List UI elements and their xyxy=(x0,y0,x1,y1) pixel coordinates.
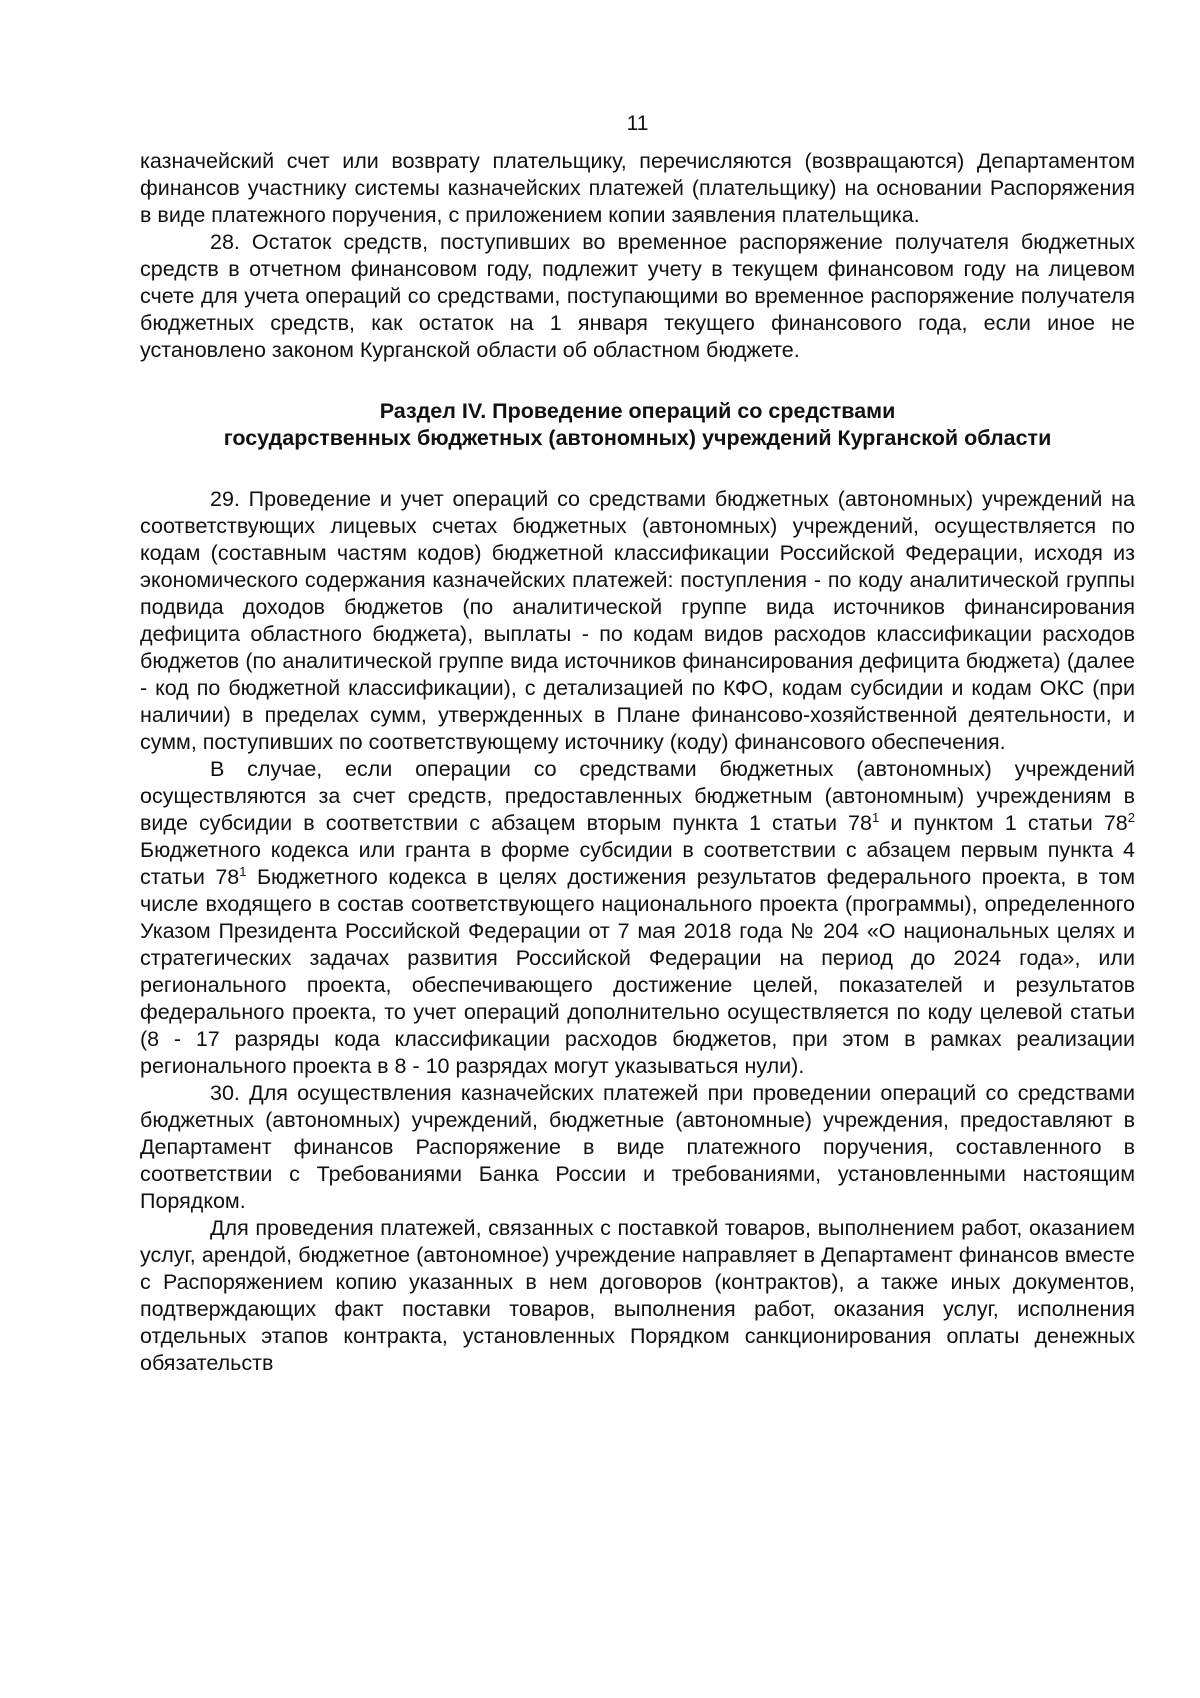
paragraph-case-part-2: и пунктом 1 статьи 78 xyxy=(879,811,1128,835)
paragraph-29: 29. Проведение и учет операций со средствами бюджетных (автономных) учреждений на соответствующих лицевых счетах бюджетных (автономных) учреждений, осуществляется по кодам (составным частям кодов) бюджетной классификации Российской Федерации, исходя из экономического содержания казначейских платежей: поступления - по коду аналитической группы подвида доходов бюджетов (по аналитической группе вида источников финансирования дефицита областного бюджета), выплаты - по кодам видов расходов классификации расходов бюджетов (по аналитической группе вида источников финансирования дефицита бюджета) (далее - код по бюджетной классификации), с детализацией по КФО, кодам субсидии и кодам ОКС (при наличии) в пределах сумм, утвержденных в Плане финансово-хозяйственной деятельности, и сумм, поступивших по соответствующему источнику (коду) финансового обеспечения. xyxy=(140,487,1135,754)
paragraph-continuation: казначейский счет или возврату плательщику, перечисляются (возвращаются) Департаментом финансов участнику системы казначейских платежей (плательщику) на основании Распоряжения в виде платежного поручения, с приложением копии заявления плательщика. xyxy=(140,149,1135,227)
document-page xyxy=(140,112,1135,1377)
paragraph-30: 30. Для осуществления казначейских платежей при проведении операций со средствами бюджетных (автономных) учреждений, бюджетные (автономные) учреждения, предоставляют в Департамент финансов Распоряжение в виде платежного поручения, составленного в соответствии с Требованиями Банка России и требованиями, установленными настоящим Порядком. xyxy=(140,1081,1135,1213)
superscript-1: 1 xyxy=(871,810,880,825)
paragraph-28: 28. Остаток средств, поступивших во временное распоряжение получателя бюджетных средств в отчетном финансовом году, подлежит учету в текущем финансовом году на лицевом счете для учета операций со средствами, поступающими во временное распоряжение получателя бюджетных средств, как остаток на 1 января текущего финансового года, если иное не установлено законом Курганской области об областном бюджете. xyxy=(140,230,1135,362)
page-number: 11 xyxy=(626,112,649,135)
paragraph-case-part-1: В случае, если операции со средствами бюджетных (автономных) учреждений осуществляются за счет средств, предоставленных бюджетным (автономным) учреждениям в виде субсидии в соответствии с абзацем вторым пункта 1 статьи 78 xyxy=(140,757,1135,835)
section-heading-line-2: государственных бюджетных (автономных) учреждений Курганской области xyxy=(223,426,1052,450)
paragraph-case xyxy=(140,756,1135,1080)
section-heading-line-1: Раздел IV. Проведение операций со средствами xyxy=(379,399,896,423)
paragraph-case-part-3: Бюджетного кодекса или гранта в форме субсидии в соответствии с абзацем первым пункта 4 статьи 78 xyxy=(140,838,1135,889)
superscript-3: 1 xyxy=(239,864,247,879)
paragraph-payments: Для проведения платежей, связанных с поставкой товаров, выполнением работ, оказанием услуг, арендой, бюджетное (автономное) учреждение направляет в Департамент финансов вместе с Распоряжением копию указанных в нем договоров (контрактов), а также иных документов, подтверждающих факт поставки товаров, выполнения работ, оказания услуг, исполнения отдельных этапов контракта, установленных Порядком санкционирования оплаты денежных обязательств xyxy=(140,1216,1135,1375)
paragraph-case-part-4: Бюджетного кодекса в целях достижения результатов федерального проекта, в том числе входящего в состав соответствующего национального проекта (программы), определенного Указом Президента Российской Федерации от 7 мая 2018 года № 204 «О национальных целях и стратегических задачах развития Российской Федерации на период до 2024 года», или регионального проекта, обеспечивающего достижение целей, показателей и результатов федерального проекта, то учет операций дополнительно осуществляется по коду целевой статьи (8 - 17 разряды кода классификации расходов бюджетов, при этом в рамках реализации регионального проекта в 8 - 10 разрядах могут указываться нули). xyxy=(140,865,1135,1078)
section-heading xyxy=(140,398,1135,452)
superscript-2: 2 xyxy=(1127,810,1135,825)
